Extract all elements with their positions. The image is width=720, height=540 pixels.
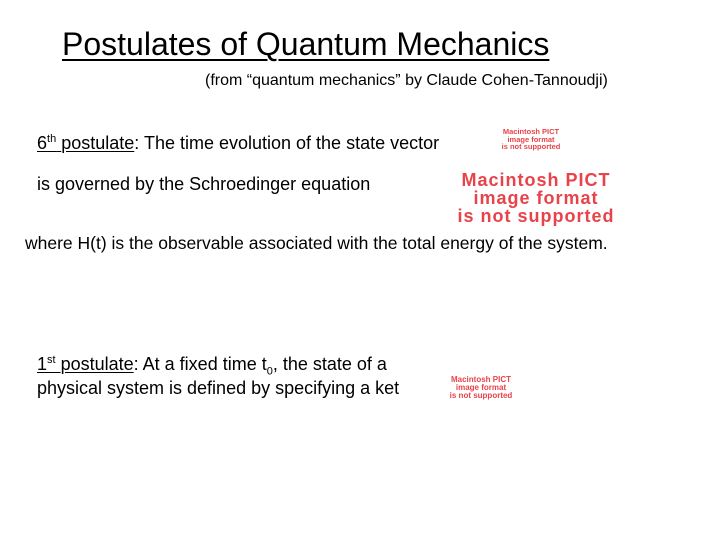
pict-placeholder-image: Macintosh PICT image format is not supported (501, 127, 561, 151)
sixth-postulate-line2: is governed by the Schroedinger equation (37, 174, 371, 194)
ket-image: Macintosh PICT image format is not supported (449, 375, 513, 400)
slide-title: Postulates of Quantum Mechanics (62, 26, 550, 62)
sixth-postulate-line1 (37, 131, 439, 155)
sixth-postulate-ordinal: 6th postulate (37, 133, 135, 153)
first-postulate-line1: 1st postulate: At a fixed time $t_0$, the state of a (37, 354, 387, 378)
schroedinger-equation-image: Macintosh PICT image format is not supported (457, 170, 615, 226)
sixth-postulate-line3: where H(t) is the observable associated with the total energy of the system. (25, 233, 608, 253)
first-postulate-ordinal: 1st postulate (37, 354, 134, 374)
slide-subtitle: (from “quantum mechanics” by Claude Cohen-Tannoudji) (205, 72, 608, 89)
sixth-postulate-text: : The time evolution of the state vector (134, 133, 440, 153)
first-postulate-line2: physical system is defined by specifying a ket (37, 378, 400, 398)
